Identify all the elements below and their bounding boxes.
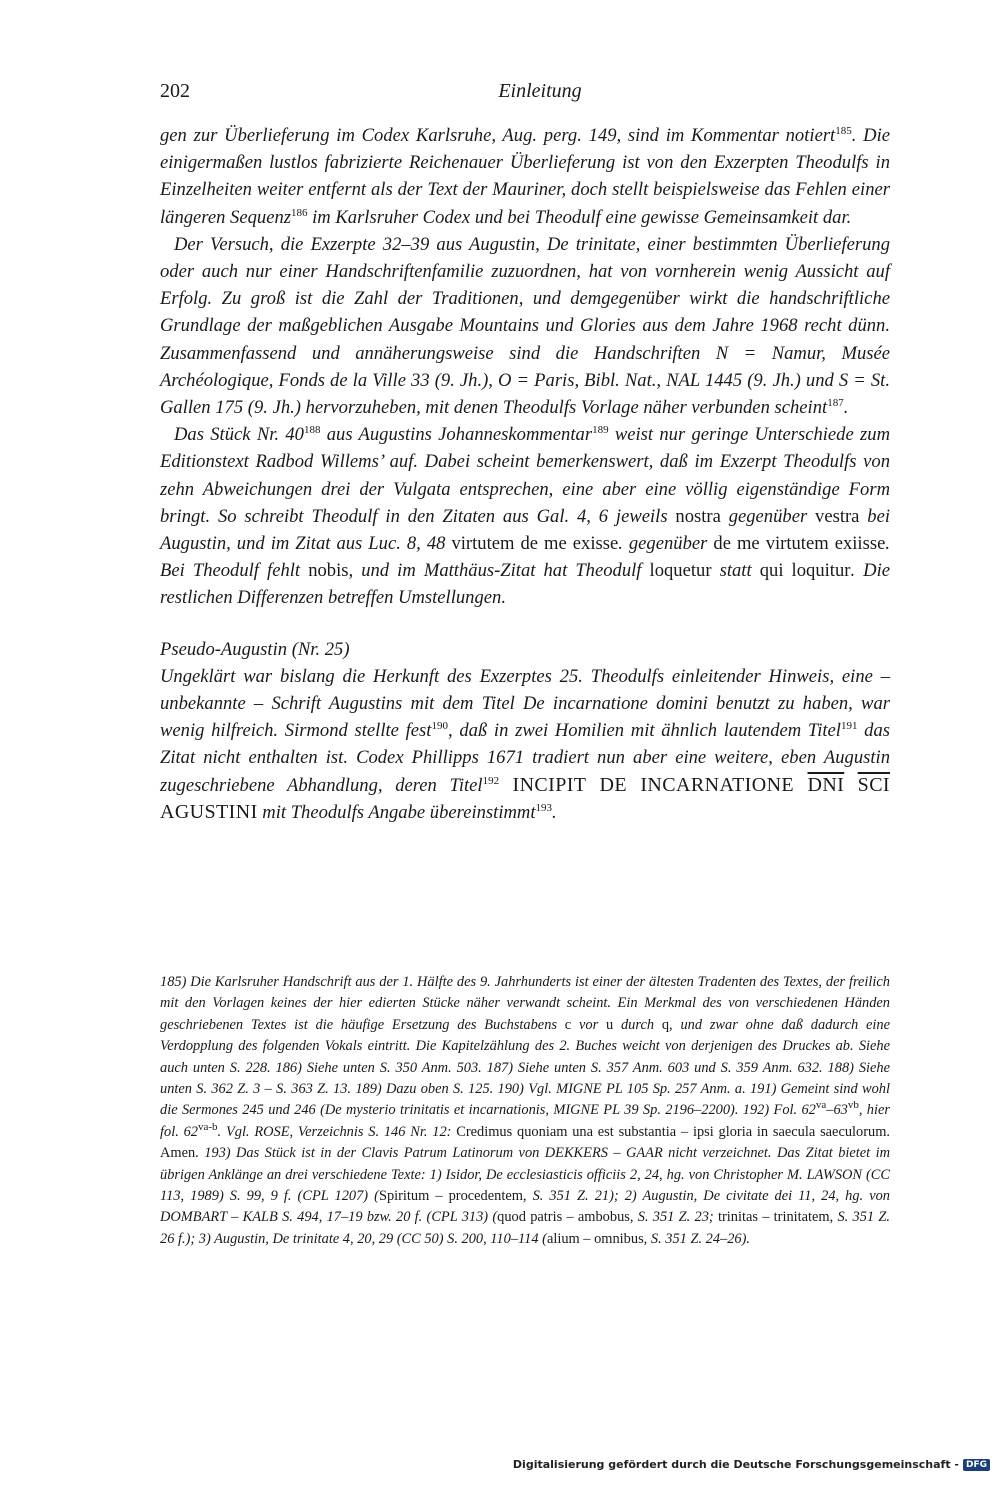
text-run: . bbox=[843, 397, 849, 419]
text-run: . gegenüber bbox=[618, 533, 714, 555]
note-ref: 189 bbox=[592, 424, 609, 437]
note-ref: 193 bbox=[535, 801, 553, 814]
abbreviation: $\overline{SCI}$ bbox=[857, 773, 890, 796]
text-run: statt bbox=[711, 560, 760, 582]
quoted-text: qui loquitur bbox=[759, 560, 851, 582]
text-run: , daß in zwei Homilien mit ähnlich lautendem Titel bbox=[447, 720, 841, 742]
quoted-text: q bbox=[661, 1016, 670, 1033]
quoted-text: loquetur bbox=[649, 560, 712, 582]
text-run: das Zitat nicht enthalten ist. Codex Phillipps 1671 tradiert nun aber eine weitere, eben Augustin zugeschriebene Abhandlung, deren Titel bbox=[160, 720, 891, 796]
text-run: . Vgl. ROSE, Verzeichnis S. 146 Nr. 12: bbox=[217, 1123, 457, 1140]
footnotes bbox=[160, 972, 890, 1250]
note-ref: 186 bbox=[290, 206, 308, 219]
manuscript-title: INCIPIT DE INCARNATIONE bbox=[499, 773, 808, 796]
text-run: weist nur geringe Unterschiede zum Editionstext Radbod Willems’ auf. Dabei scheint bemerkenswert, daß im Exzerpt Theodulfs von zehn Abweichungen drei der Vulgata entsprechen, eine aber eine völlig eigenständige Form bringt. So schreibt Theodulf in den Zitaten aus Gal. 4, 6 jeweils bbox=[160, 424, 890, 527]
text-run: 193) Das Stück ist in der Clavis Patrum Latinorum von DEKKERS – GAAR nicht verzeichnet. Das Zitat bietet im übrigen Anklänge an drei verschiedene Texte: 1) Isidor, De ecclesiasticis officiis 2, 24, hg. von Christopher M. LAWSON (CC 113, 1989) S. 99, 9 f. (CPL 1207) ( bbox=[160, 1145, 890, 1205]
text-run: S. 351 Z. 23; bbox=[633, 1209, 718, 1226]
text-run: durch bbox=[613, 1016, 662, 1033]
text-run: mit Theodulfs Angabe übereinstimmt bbox=[257, 801, 536, 823]
paragraph-1 bbox=[160, 122, 890, 231]
quoted-text: nostra bbox=[675, 505, 721, 527]
digitization-footer bbox=[513, 1458, 990, 1471]
quoted-text: vestra bbox=[815, 505, 860, 527]
quoted-text: c bbox=[564, 1016, 572, 1033]
text-run: S. 351 Z. 26 f.); 3) Augustin, De trinitate 4, 20, 29 (CC 50) S. 200, 110–114 ( bbox=[160, 1209, 890, 1247]
manuscript-title bbox=[844, 774, 857, 796]
note-ref: 191 bbox=[840, 720, 858, 733]
note-ref: 190 bbox=[431, 720, 448, 733]
text-run: –63 bbox=[826, 1102, 848, 1119]
quoted-text: alium – omnibus, bbox=[546, 1230, 648, 1247]
note-ref: 185 bbox=[835, 124, 852, 137]
text-run: , hier fol. 62 bbox=[160, 1102, 890, 1140]
running-title: Einleitung bbox=[498, 80, 582, 102]
page-header bbox=[160, 80, 890, 110]
quoted-text: virtutem de me exisse bbox=[451, 533, 619, 555]
note-ref: va-b bbox=[198, 1121, 218, 1134]
quoted-text: trinitas – trinitatem, bbox=[717, 1209, 834, 1226]
quoted-text: Credimus quoniam una est substantia – ipsi gloria in saecula saeculorum. Amen. bbox=[160, 1123, 890, 1162]
text-run: Das Stück Nr. 40 bbox=[174, 424, 304, 446]
footer-text: Digitalisierung gefördert durch die Deutsche Forschungsgemeinschaft - bbox=[512, 1458, 959, 1471]
note-ref: va bbox=[815, 1099, 827, 1112]
text-run: 185) Die Karlsruher Handschrift aus der 1. Hälfte des 9. Jahrhunderts ist einer der ältesten Tradenten des Textes, der freilich mit den Vorlagen keines der hier edierten Stücke näher verwandt scheint. Ein Merkmal des von verschiedenen Händen geschriebenen Textes ist die häufige Ersetzung des Buchstabens bbox=[160, 974, 890, 1033]
text-run: . bbox=[552, 801, 557, 823]
text-run: . Die restlichen Differenzen betreffen Umstellungen. bbox=[160, 560, 891, 609]
quoted-text: nobis bbox=[308, 560, 349, 582]
abbreviation: $\overline{DNI}$ bbox=[807, 773, 845, 796]
paragraph-2 bbox=[160, 231, 890, 421]
quoted-text: de me virtutem exiisse bbox=[713, 533, 886, 555]
text-run: . Die einigermaßen lustlos fabrizierte Reichenauer Überlieferung ist von den Exzerpten Theodulfs in Einzelheiten weiter entfernt als der Text der Mauriner, doch stellt beispielsweise das Fehlen einer längeren Sequenz bbox=[160, 125, 890, 228]
section-heading: Pseudo-Augustin (Nr. 25) bbox=[160, 638, 350, 660]
page-number: 202 bbox=[160, 80, 190, 102]
dfg-logo: DFG bbox=[963, 1459, 990, 1471]
text-run: gen zur Überlieferung im Codex Karlsruhe, Aug. perg. 149, sind im Kommentar notiert bbox=[160, 125, 836, 146]
paragraph-3 bbox=[160, 421, 890, 611]
quoted-text: u bbox=[605, 1016, 614, 1033]
main-text bbox=[160, 122, 890, 826]
quoted-text: Spiritum – procedentem, bbox=[378, 1188, 527, 1205]
text-run: S. 351 Z. 21); 2) Augustin, De civitate dei 11, 24, hg. von DOMBART – KALB S. 494, 17–19 bzw. 20 f. (CPL 313) ( bbox=[160, 1188, 890, 1226]
text-run: , und im Matthäus-Zitat hat Theodulf bbox=[348, 560, 650, 582]
text-run: aus Augustins Johanneskommentar bbox=[320, 424, 593, 446]
note-ref: vb bbox=[847, 1099, 859, 1112]
text-run: S. 351 Z. 24–26). bbox=[647, 1230, 751, 1247]
text-run: vor bbox=[571, 1016, 606, 1033]
text-run: Der Versuch, die Exzerpte 32–39 aus Augustin, De trinitate, einer bestimmten Überlieferung oder auch nur einer Handschriftenfamilie zuzuordnen, hat von vornherein wenig Aussicht auf Erfolg. Zu groß ist die Zahl der Traditionen, und demgegenüber wirkt die handschriftliche Grundlage der maßgeblichen Ausgabe Mountains und Glories aus dem Jahre 1968 recht dünn. Zusammenfassend und annäherungsweise sind die Handschriften N = Namur, Musée Archéologique, Fonds de la Ville 33 (9. Jh.), O = Paris, Bibl. Nat., NAL 1445 (9. Jh.) und S = St. Gallen 175 (9. Jh.) hervorzuheben, mit denen Theodulfs Vorlage näher verbunden scheint bbox=[160, 233, 890, 419]
quoted-text: quod patris – ambobus, bbox=[497, 1209, 634, 1226]
text-run: , und zwar ohne daß dadurch eine Verdopplung des folgenden Vokals eintritt. Die Kapitelzählung des 2. Buches weicht von derjenigen des Druckes ab. Siehe auch unten S. 228. 186) Siehe unten S. 350 Anm. 503. 187) Siehe unten S. 357 Anm. 603 und S. 359 Anm. 632. 188) Siehe unten S. 362 Z. 3 – S. 363 Z. 13. 189) Dazu oben S. 125. 190) Vgl. MIGNE PL 105 Sp. 257 Anm. a. 191) Gemeint sind wohl die Sermones 245 und 246 (De mysterio trinitatis et incarnationis, MIGNE PL 39 Sp. 2196–2200). 192) Fol. 62 bbox=[160, 1016, 890, 1119]
text-run: Ungeklärt war bislang die Herkunft des Exzerptes 25. Theodulfs einleitender Hinweis, eine – unbekannte – Schrift Augustins mit dem Titel De incarnatione domini benutzt zu haben, war wenig hilfreich. Sirmond stellte fest bbox=[160, 665, 890, 742]
text-run: im Karlsruher Codex und bei Theodulf eine gewisse Gemeinsamkeit dar. bbox=[307, 206, 852, 228]
note-ref: 187 bbox=[827, 396, 844, 409]
text-run: gegenüber bbox=[720, 505, 816, 527]
note-ref: 188 bbox=[303, 424, 321, 437]
paragraph-4 bbox=[160, 663, 890, 826]
text-run: . Bei Theodulf fehlt bbox=[160, 533, 890, 582]
footnote-block bbox=[160, 972, 890, 1250]
text-run: bei Augustin, und im Zitat aus Luc. 8, 48 bbox=[160, 505, 890, 555]
manuscript-title: AGUSTINI bbox=[160, 800, 258, 823]
note-ref: 192 bbox=[482, 774, 500, 787]
